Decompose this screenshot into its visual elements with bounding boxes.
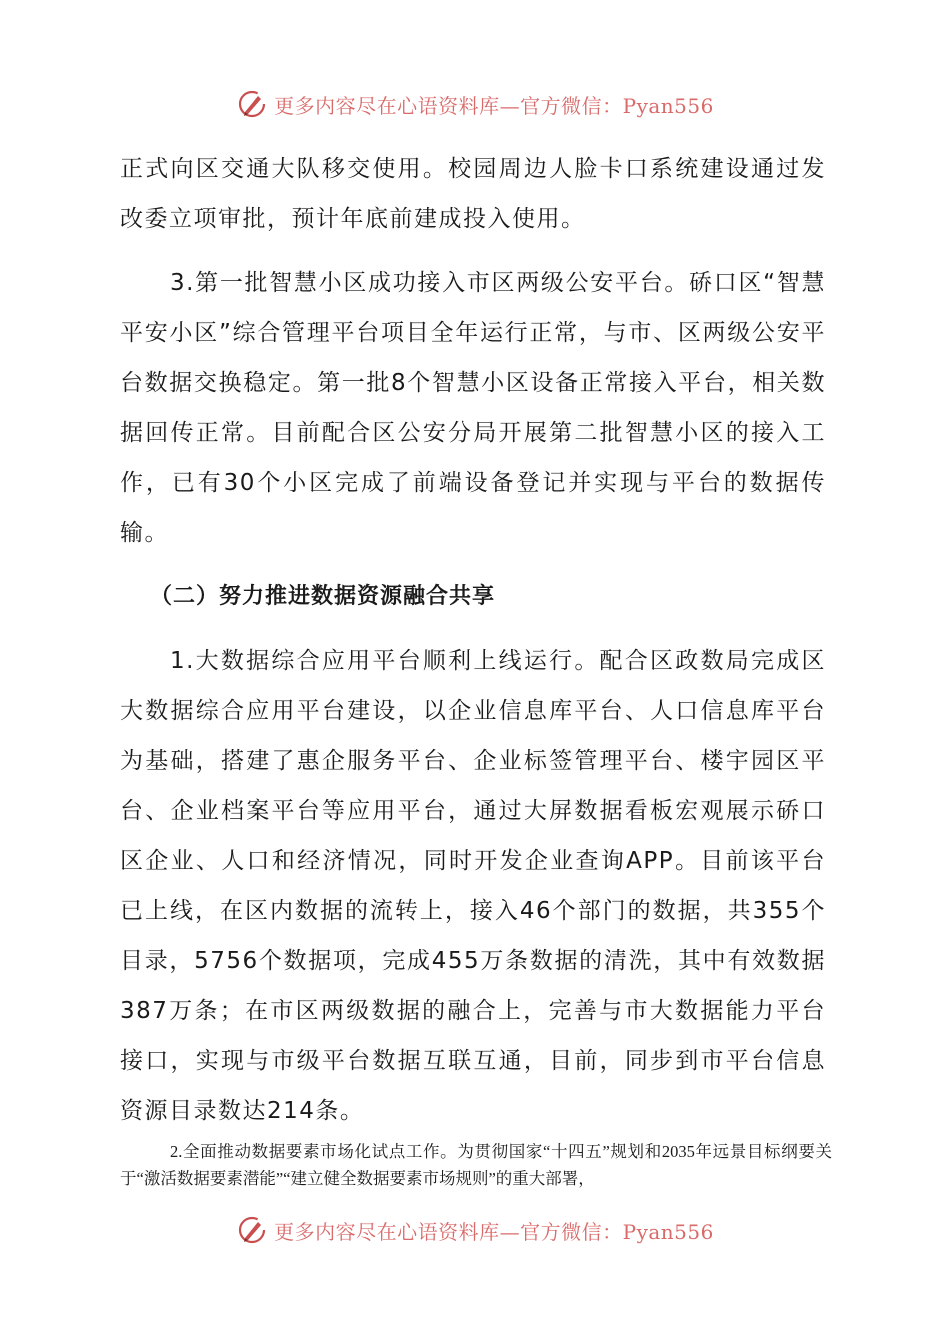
footer-banner [0,1210,950,1250]
section-heading: （二）努力推进数据资源融合共享 [150,584,496,609]
banner-text: 更多内容尽在心语资料库—官方微信：Pyan556 [274,93,714,118]
document-body [120,144,826,1136]
pen-circle-logo-icon [236,88,268,120]
paragraph-3: 1.大数据综合应用平台顺利上线运行。配合区政数局完成区大数据综合应用平台建设，以企业信息库平台、人口信息库平台为基础，搭建了惠企服务平台、企业标签管理平台、楼宇园区平台、企业档案平台等应用平台，通过大屏数据看板宏观展示硚口区企业、人口和经济情况，同时开发企业查询APP。目前该平台已上线，在区内数据的流转上，接入46个部门的数据，共355个目录，5756个数据项，完成455万条数据的清洗，其中有效数据387万条；在市区两级数据的融合上，完善与市大数据能力平台接口，实现与市级平台数据互联互通，目前，同步到市平台信息资源目录数达214条。 [120,648,826,1124]
paragraph-2: 3.第一批智慧小区成功接入市区两级公安平台。硚口区“智慧平安小区”综合管理平台项目全年运行正常，与市、区两级公安平台数据交换稳定。第一批8个智慧小区设备正常接入平台，相关数据回传正常。目前配合区公安分局开展第二批智慧小区的接入工作，已有30个小区完成了前端设备登记并实现与平台的数据传输。 [120,270,826,546]
banner-text: 更多内容尽在心语资料库—官方微信：Pyan556 [274,1219,714,1244]
paragraph-4-small: 2.全面推动数据要素市场化试点工作。为贯彻国家“十四五”规划和2035年远景目标纲要关于“激活数据要素潜能”“建立健全数据要素市场规则”的重大部署， [120,1142,832,1188]
header-banner [0,84,950,124]
paragraph-1: 正式向区交通大队移交使用。校园周边人脸卡口系统建设通过发改委立项审批，预计年底前建成投入使用。 [120,156,826,232]
pen-circle-logo-icon [236,1214,268,1246]
